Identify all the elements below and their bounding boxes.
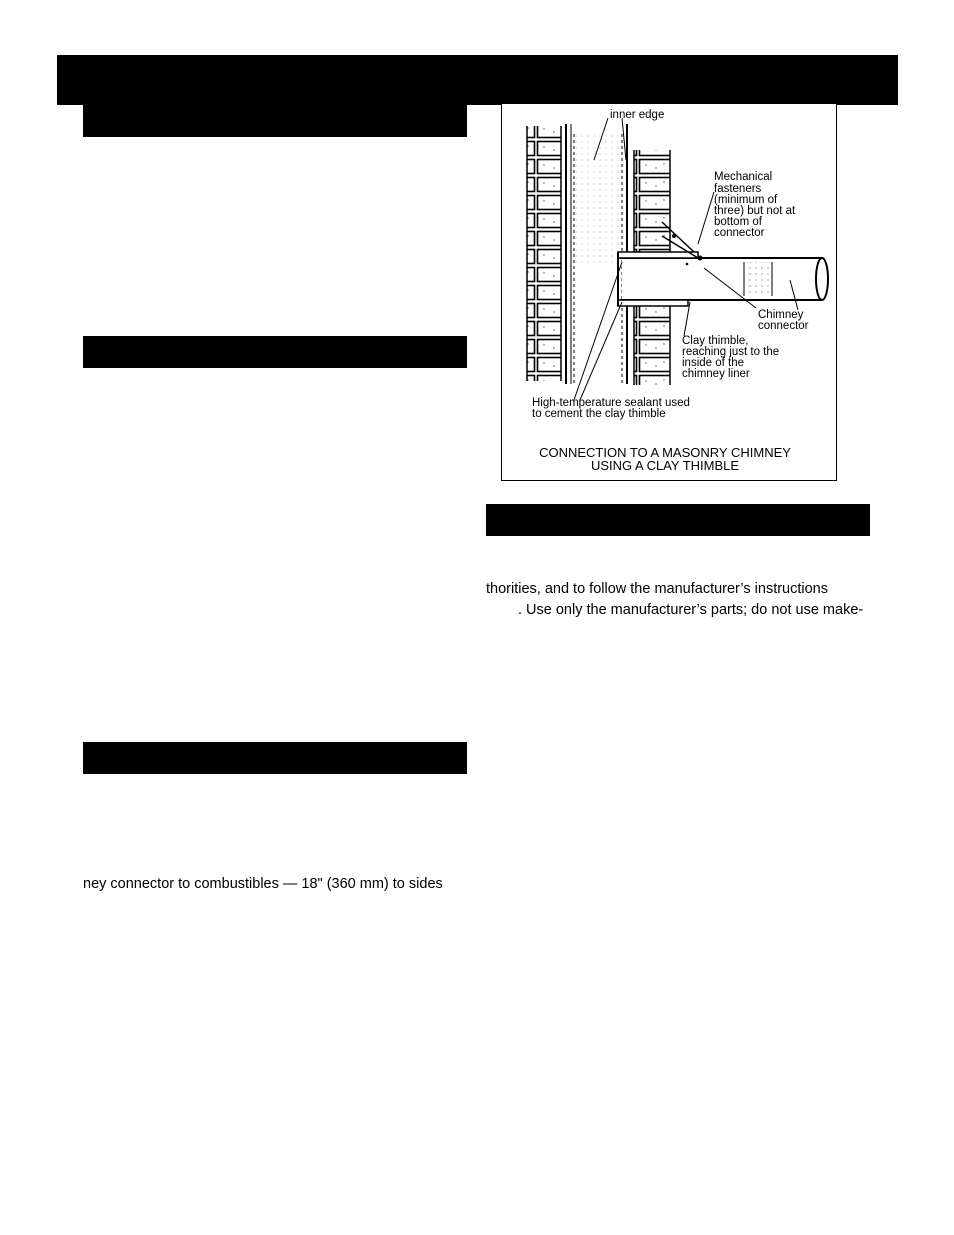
label-chimney-connector-2: connector [758,320,809,332]
label-fasteners-2: fasteners [714,183,762,195]
label-clay-thimble-2: reaching just to the [682,346,780,358]
label-clay-thimble-3: inside of the [682,357,745,369]
figure-caption-line-1: CONNECTION TO A MASONRY CHIMNEY [539,445,791,460]
chimney-connection-figure [501,104,837,481]
label-sealant-2: to cement the clay thimble [532,408,666,420]
section-heading-bar-2 [83,336,467,368]
left-brick-wall [527,126,561,381]
clay-thimble [618,252,698,258]
label-fasteners-4: three) but not at [714,205,796,217]
right-column-text-line-1: thorities, and to follow the manufacturer’s instructions [486,581,828,597]
label-fasteners-1: Mechanical [714,171,773,183]
label-chimney-connector-1: Chimney [758,309,804,321]
left-column-text-line-1: ney connector to combustibles — 18" (360 mm) to sides [83,876,443,892]
label-clay-thimble-4: chimney liner [682,368,750,380]
label-clay-thimble-1: Clay thimble, [682,335,749,347]
label-inner-edge: inner edge [610,109,665,121]
label-fasteners-3: (minimum of [714,194,778,206]
label-fasteners-5: bottom of [714,216,762,228]
label-sealant-1: High-temperature sealant used [532,397,690,409]
chimney-diagram [502,104,838,481]
section-heading-bar-1 [83,105,467,137]
chimney-connector-pipe [622,258,828,300]
figure-caption-line-2: USING A CLAY THIMBLE [590,458,740,473]
right-column-text-line-2: . Use only the manufacturer’s parts; do not use make- [518,602,864,618]
section-heading-bar-3 [83,742,467,774]
label-fasteners-6: connector [714,227,765,239]
page-header-bar [57,55,898,105]
section-heading-bar-4 [486,504,870,536]
